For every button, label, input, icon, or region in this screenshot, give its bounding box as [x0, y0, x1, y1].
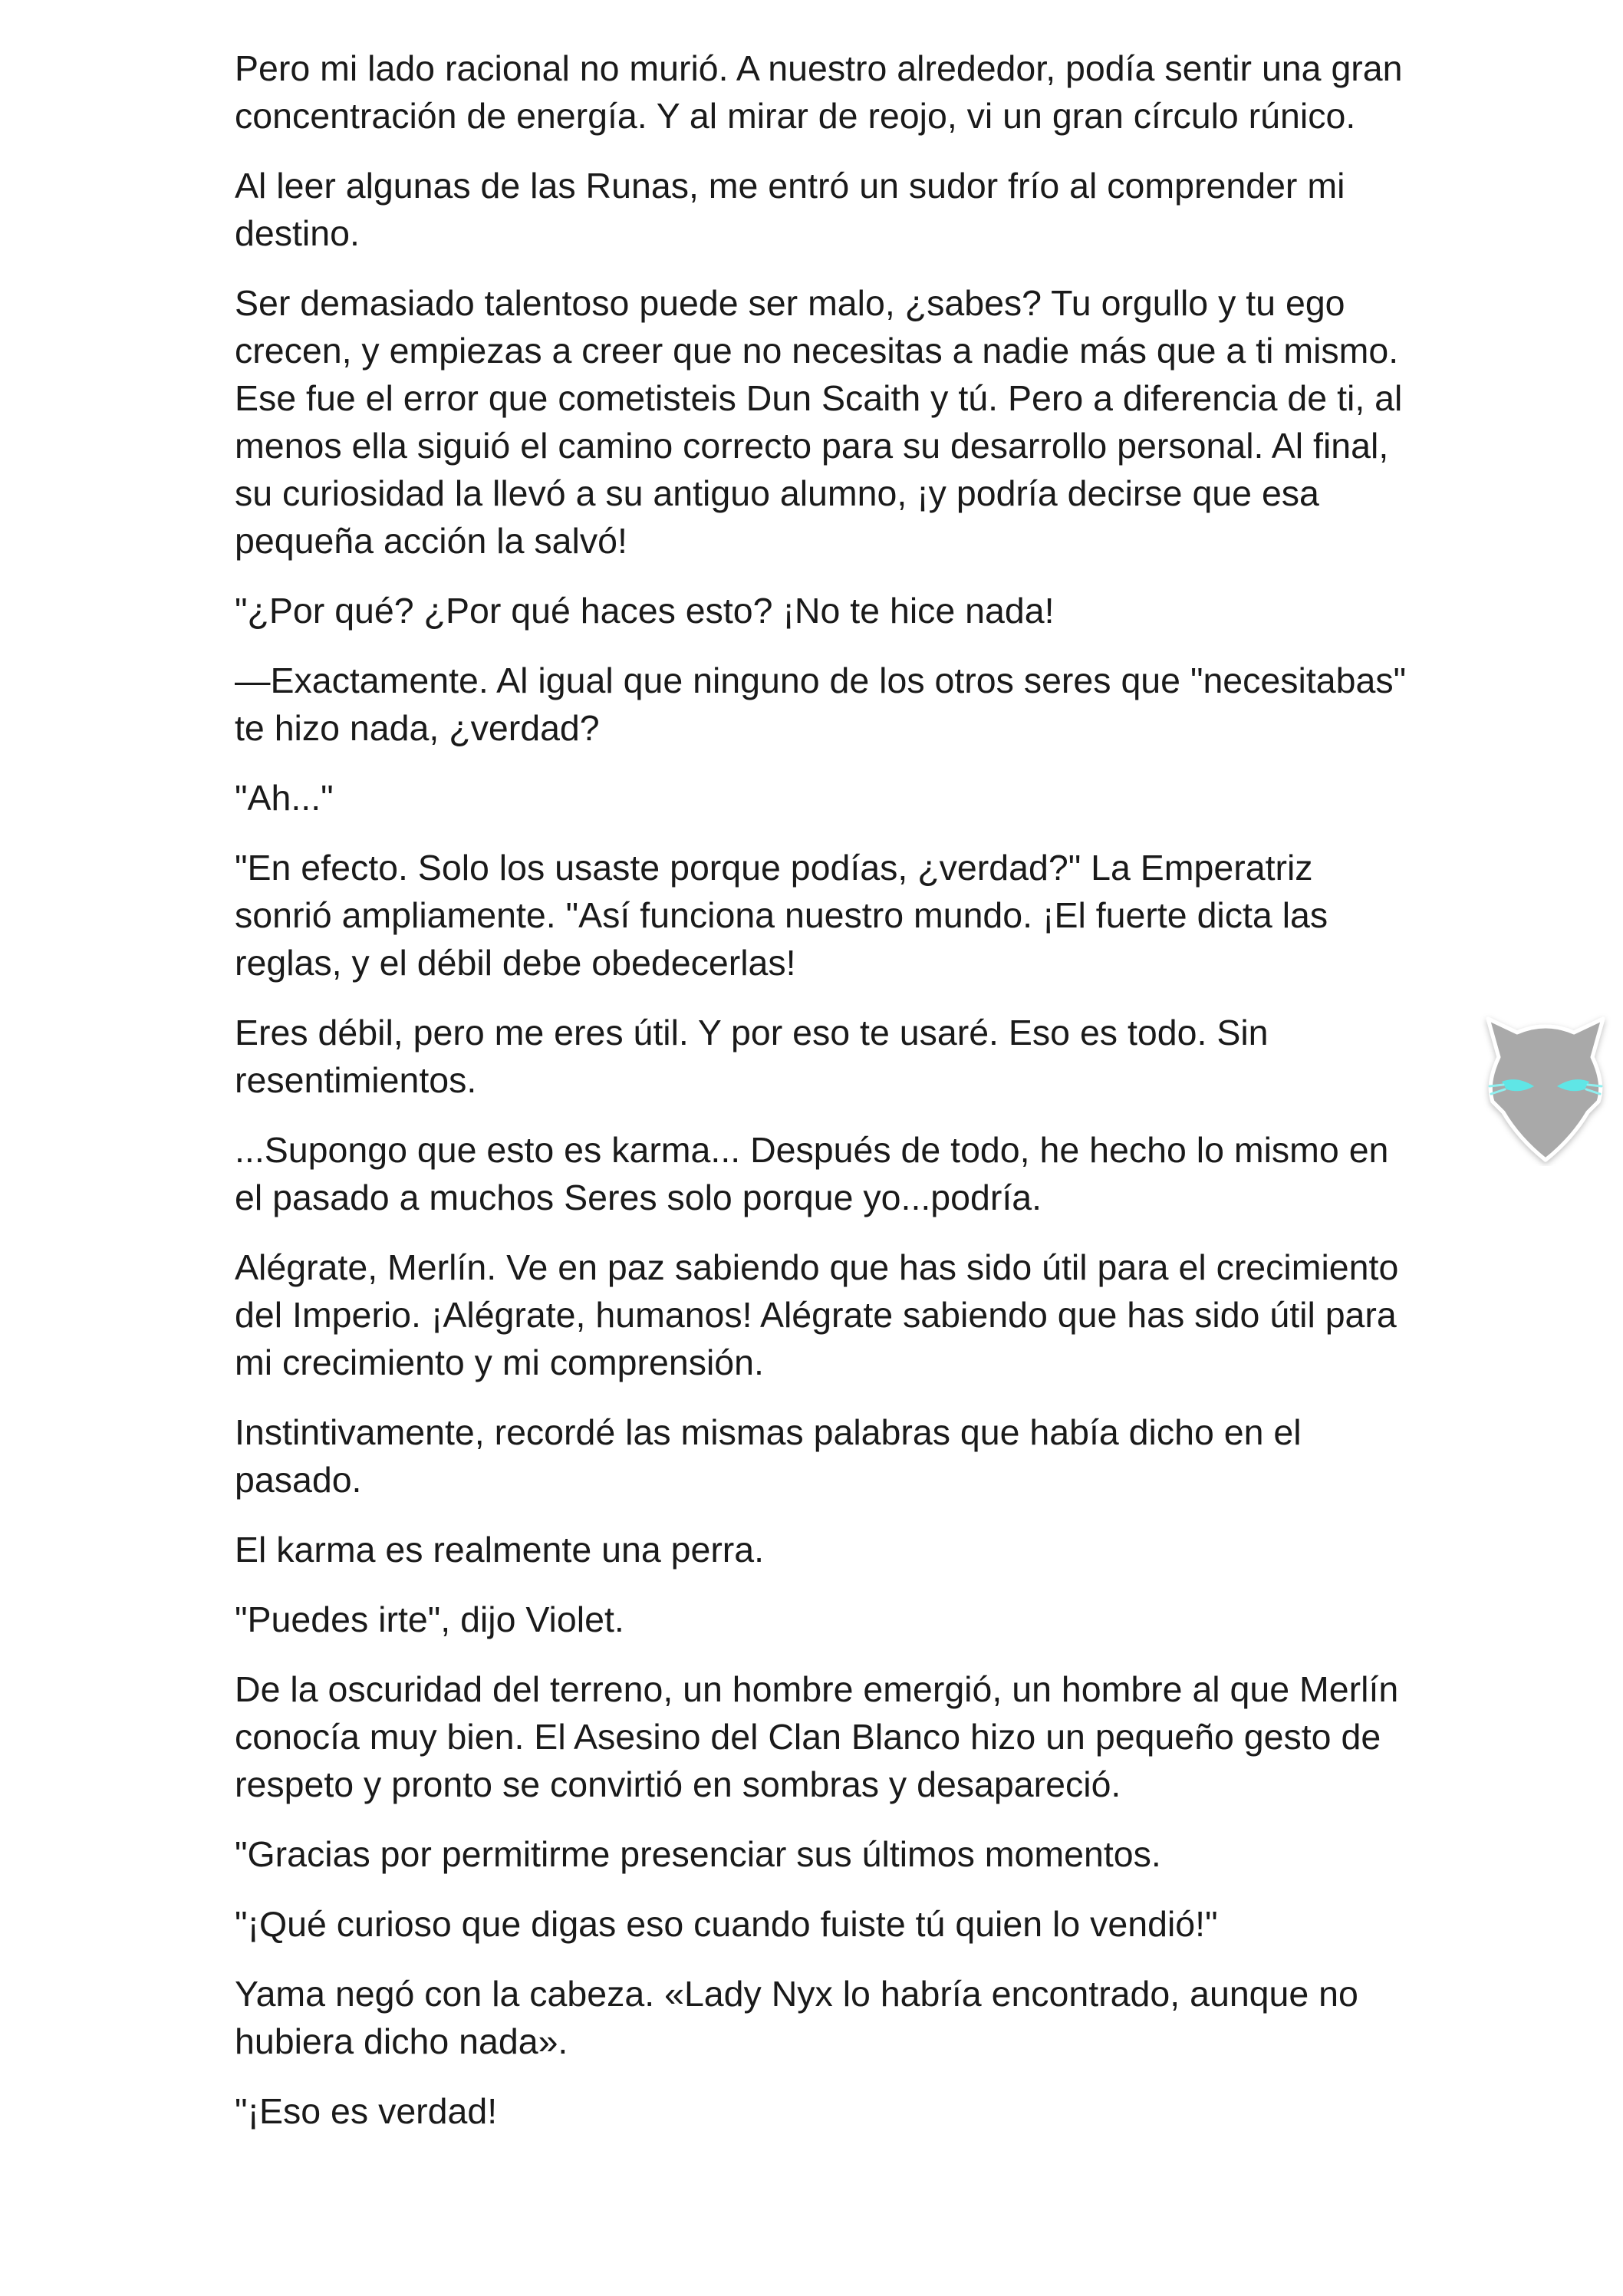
- paragraph: De la oscuridad del terreno, un hombre emergió, un hombre al que Merlín conocía muy bien. El Asesino del Clan Blanco hizo un pequeño gesto de respeto y pronto se convirtió en sombras y desapareció.: [235, 1669, 1399, 1804]
- paragraph: —Exactamente. Al igual que ninguno de los otros seres que "necesitabas" te hizo nada, ¿verdad?: [235, 660, 1407, 748]
- paragraph: Eres débil, pero me eres útil. Y por eso te usaré. Eso es todo. Sin resentimientos.: [235, 1013, 1269, 1100]
- paragraph: "Gracias por permitirme presenciar sus últimos momentos.: [235, 1834, 1161, 1874]
- paragraph: "¡Eso es verdad!: [235, 2091, 498, 2131]
- demon-head-logo-icon: [1473, 997, 1618, 1166]
- paragraph: El karma es realmente una perra.: [235, 1530, 765, 1570]
- paragraph: Al leer algunas de las Runas, me entró un sudor frío al comprender mi destino.: [235, 166, 1345, 253]
- paragraph: "¡Qué curioso que digas eso cuando fuiste tú quien lo vendió!": [235, 1904, 1218, 1944]
- paragraph: "Ah...": [235, 778, 334, 818]
- paragraph: Ser demasiado talentoso puede ser malo, ¿sabes? Tu orgullo y tu ego crecen, y empiezas a creer que no necesitas a nadie más que a ti mismo. Ese fue el error que cometisteis Dun Scaith y tú. Pero a diferencia de ti, al menos ella siguió el camino correcto para su desarrollo personal. Al final, su curiosidad la llevó a su antiguo alumno, ¡y podría decirse que esa pequeña acción la salvó!: [235, 283, 1403, 561]
- paragraph: ...Supongo que esto es karma... Después de todo, he hecho lo mismo en el pasado a muchos Seres solo porque yo...podría.: [235, 1130, 1389, 1217]
- paragraph: Yama negó con la cabeza. «Lady Nyx lo habría encontrado, aunque no hubiera dicho nada».: [235, 1974, 1358, 2061]
- paragraph: "Puedes irte", dijo Violet.: [235, 1599, 624, 1639]
- text-column: [235, 44, 1416, 2157]
- paragraph: "En efecto. Solo los usaste porque podías, ¿verdad?" La Emperatriz sonrió ampliamente. "Así funciona nuestro mundo. ¡El fuerte dicta las reglas, y el débil debe obedecerlas!: [235, 848, 1328, 983]
- paragraph: Instintivamente, recordé las mismas palabras que había dicho en el pasado.: [235, 1412, 1302, 1500]
- paragraph: Pero mi lado racional no murió. A nuestro alrededor, podía sentir una gran concentración de energía. Y al mirar de reojo, vi un gran círculo rúnico.: [235, 48, 1403, 136]
- paragraph: "¿Por qué? ¿Por qué haces esto? ¡No te hice nada!: [235, 591, 1055, 631]
- paragraph: Alégrate, Merlín. Ve en paz sabiendo que has sido útil para el crecimiento del Imperio. ¡Alégrate, humanos! Alégrate sabiendo que has sido útil para mi crecimiento y mi comprensión.: [235, 1247, 1399, 1382]
